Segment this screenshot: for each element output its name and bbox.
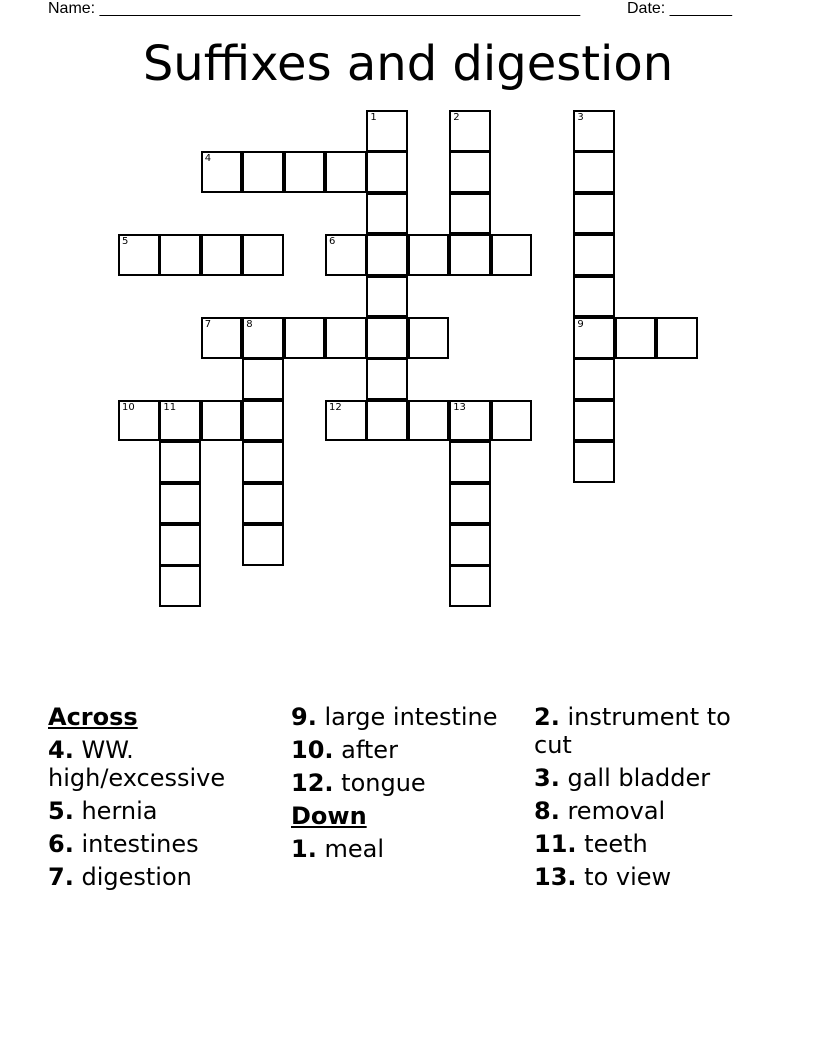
crossword-cell[interactable] — [408, 234, 450, 276]
crossword-cell[interactable] — [573, 400, 615, 442]
crossword-cell[interactable] — [573, 151, 615, 193]
crossword-cell[interactable] — [242, 151, 284, 193]
clue-number: 9 — [577, 319, 584, 330]
across-heading: Across — [48, 703, 138, 731]
clue-number: 12 — [329, 401, 342, 413]
crossword-cell[interactable] — [242, 483, 284, 525]
clue-across-9: 9. large intestine — [291, 703, 498, 731]
crossword-cell[interactable] — [573, 193, 615, 235]
clue-down-1: 1. meal — [291, 835, 384, 863]
clue-number: 2 — [453, 112, 460, 123]
clue-number: 6 — [329, 236, 336, 248]
crossword-cell[interactable] — [573, 441, 615, 483]
crossword-cell[interactable] — [325, 234, 367, 276]
crossword-cell[interactable] — [159, 234, 201, 276]
crossword-cell[interactable] — [573, 276, 615, 318]
crossword-cell[interactable] — [242, 441, 284, 483]
clue-number: 10 — [122, 401, 135, 413]
crossword-cell[interactable] — [159, 565, 201, 607]
crossword-cell[interactable] — [449, 441, 491, 483]
crossword-cell[interactable] — [573, 317, 615, 359]
clue-across-4: 4. WW. high/excessive — [48, 736, 226, 792]
clue-number: 8 — [246, 319, 253, 330]
crossword-cell[interactable] — [325, 317, 367, 359]
crossword-cell[interactable] — [201, 400, 243, 442]
clue-number: 5 — [122, 236, 129, 248]
crossword-cell[interactable] — [408, 400, 450, 442]
crossword-cell[interactable] — [242, 400, 284, 442]
crossword-cell[interactable] — [366, 358, 408, 400]
clue-across-12: 12. tongue — [291, 769, 426, 797]
crossword-cell[interactable] — [201, 317, 243, 359]
crossword-cell[interactable] — [366, 110, 408, 152]
crossword-cell[interactable] — [242, 317, 284, 359]
crossword-cell[interactable] — [449, 483, 491, 525]
clue-down-11: 11. teeth — [534, 830, 648, 858]
crossword-cell[interactable] — [118, 234, 160, 276]
crossword-cell[interactable] — [491, 234, 533, 276]
crossword-cell[interactable] — [325, 400, 367, 442]
crossword-cell[interactable] — [449, 400, 491, 442]
crossword-cell[interactable] — [366, 276, 408, 318]
crossword-cell[interactable] — [242, 524, 284, 566]
clue-across-7: 7. digestion — [48, 863, 192, 891]
name-field[interactable]: Name: ______________________________________________________ — [48, 0, 581, 17]
crossword-cell[interactable] — [491, 400, 533, 442]
clue-down-13: 13. to view — [534, 863, 672, 891]
crossword-cell[interactable] — [449, 151, 491, 193]
clue-across-10: 10. after — [291, 736, 398, 764]
clue-number: 7 — [204, 319, 212, 330]
crossword-cell[interactable] — [449, 565, 491, 607]
crossword-cell[interactable] — [284, 317, 326, 359]
crossword-cell[interactable] — [201, 234, 243, 276]
crossword-cell[interactable] — [118, 400, 160, 442]
clue-down-2: 2. instrument to cut — [534, 703, 731, 759]
crossword-cell[interactable] — [449, 193, 491, 235]
clue-down-8: 8. removal — [534, 797, 666, 825]
page-title: Suffixes and digestion — [142, 36, 674, 92]
clue-number: 1 — [370, 112, 377, 123]
crossword-cell[interactable] — [449, 234, 491, 276]
crossword-cell[interactable] — [573, 358, 615, 400]
date-field[interactable]: Date: _______ — [627, 0, 732, 17]
crossword-cell[interactable] — [366, 151, 408, 193]
crossword-cell[interactable] — [325, 151, 367, 193]
crossword-cell[interactable] — [366, 317, 408, 359]
crossword-cell[interactable] — [159, 524, 201, 566]
clue-across-5: 5. hernia — [48, 797, 158, 825]
crossword-cell[interactable] — [573, 234, 615, 276]
clue-column-2 — [291, 703, 527, 868]
clue-number: 3 — [577, 112, 584, 123]
crossword-cell[interactable] — [242, 234, 284, 276]
crossword-cell[interactable] — [366, 234, 408, 276]
crossword-cell[interactable] — [449, 524, 491, 566]
crossword-cell[interactable] — [242, 358, 284, 400]
crossword-cell[interactable] — [159, 483, 201, 525]
clue-column-3 — [534, 703, 770, 896]
crossword-cell[interactable] — [201, 151, 243, 193]
crossword-cell[interactable] — [159, 400, 201, 442]
crossword-cell[interactable] — [656, 317, 698, 359]
clue-across-6: 6. intestines — [48, 830, 199, 858]
clue-down-3: 3. gall bladder — [534, 764, 711, 792]
crossword-cell[interactable] — [449, 110, 491, 152]
crossword-cell[interactable] — [366, 193, 408, 235]
clue-number: 13 — [453, 401, 466, 413]
crossword-cell[interactable] — [615, 317, 657, 359]
crossword-cell[interactable] — [366, 400, 408, 442]
crossword-cell[interactable] — [159, 441, 201, 483]
clue-column-1 — [48, 703, 284, 896]
crossword-cell[interactable] — [408, 317, 450, 359]
clue-number: 11 — [163, 401, 177, 413]
crossword-cell[interactable] — [573, 110, 615, 152]
crossword-cell[interactable] — [284, 151, 326, 193]
clue-number: 4 — [204, 153, 212, 165]
down-heading: Down — [291, 802, 367, 830]
